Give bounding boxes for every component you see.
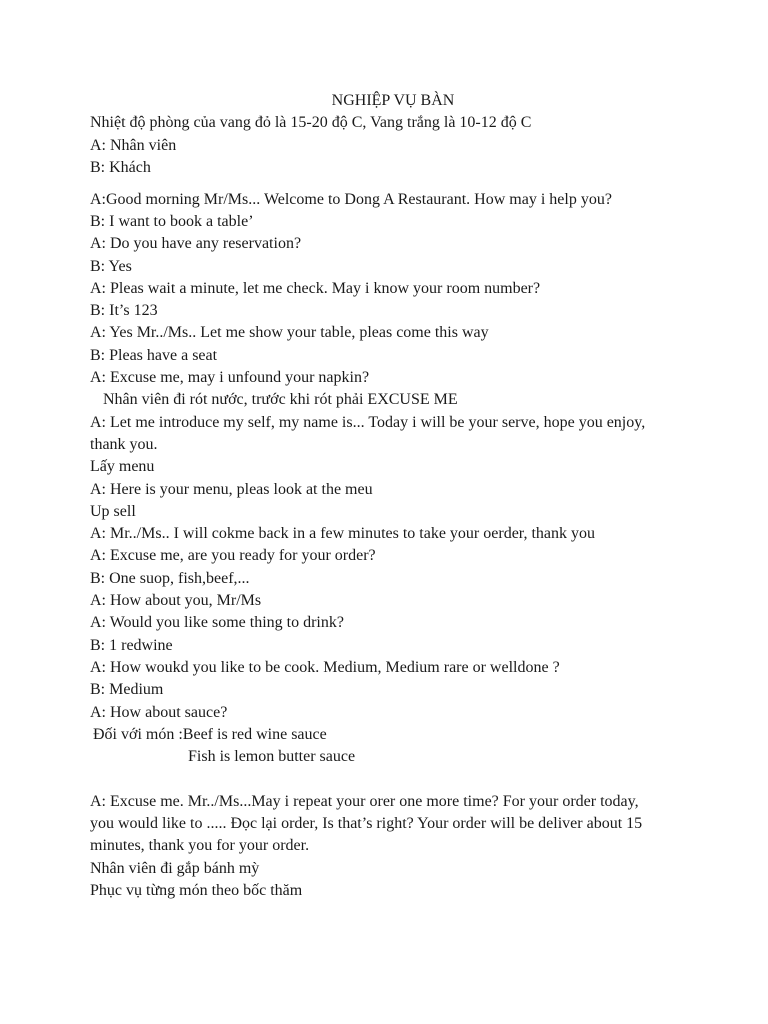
dialogue-line: A: How about you, Mr/Ms [90, 592, 262, 610]
dialogue-line: B: Medium [90, 681, 164, 699]
water-service-note: Nhân viên đi rót nước, trước khi rót phải EXCUSE ME [103, 391, 458, 409]
repeat-order-paragraph: A: Excuse me. Mr../Ms...May i repeat your orer one more time? For your order today, you would like to ..... Đọc lại order, Is that’s right? Your order will be deliver about 15 minutes, thank you for your order. [90, 792, 643, 855]
dialogue-line: B: It’s 123 [90, 302, 158, 320]
bread-service-note: Nhân viên đi gắp bánh mỳ [90, 859, 260, 877]
dialogue-line: A: Excuse me, are you ready for your order? [90, 547, 376, 565]
role-a-definition: A: Nhân viên [90, 136, 177, 154]
dialogue-line: A: How woukd you like to be cook. Medium, Medium rare or welldone ? [90, 658, 560, 676]
sauce-fish-note: Fish is lemon butter sauce [188, 748, 356, 766]
role-b-definition: B: Khách [90, 158, 151, 176]
dialogue-line: A: Mr../Ms.. I will cokme back in a few minutes to take your oerder, thank you [90, 525, 596, 543]
dialogue-line: A: Would you like some thing to drink? [90, 614, 344, 632]
introduce-line: A: Let me introduce my self, my name is... Today i will be your serve, hope you enjoy, thank you. [90, 413, 646, 453]
dialogue-line: B: Yes [90, 257, 132, 275]
spacer [90, 768, 680, 790]
dialogue-line: A: Do you have any reservation? [90, 235, 302, 253]
dialogue-line: A:Good morning Mr/Ms... Welcome to Dong A Restaurant. How may i help you? [90, 190, 612, 208]
dialogue-line: A: Here is your menu, pleas look at the meu [90, 480, 373, 498]
sauce-beef-note: Đối với món :Beef is red wine sauce [93, 725, 327, 743]
dialogue-line: A: Pleas wait a minute, let me check. May i know your room number? [90, 279, 541, 297]
dialogue-line: A: Yes Mr../Ms.. Let me show your table, pleas come this way [90, 324, 489, 342]
page-title: NGHIỆP VỤ BÀN [331, 92, 455, 109]
dialogue-line: B: One suop, fish,beef,... [90, 569, 250, 587]
dialogue-line: B: 1 redwine [90, 636, 173, 654]
menu-step: Lấy menu [90, 458, 155, 476]
upsell-step: Up sell [90, 502, 136, 520]
spacer [90, 179, 680, 189]
dialogue-line: B: Pleas have a seat [90, 346, 218, 364]
dialogue-line: B: I want to book a table’ [90, 212, 254, 230]
dialogue-line: A: Excuse me, may i unfound your napkin? [90, 369, 370, 387]
temperature-note: Nhiệt độ phòng của vang đỏ là 15-20 độ C, Vang trắng là 10-12 độ C [90, 114, 532, 132]
course-service-note: Phục vụ từng món theo bốc thăm [90, 881, 303, 899]
document-page [90, 90, 680, 902]
dialogue-line: A: How about sauce? [90, 703, 228, 721]
